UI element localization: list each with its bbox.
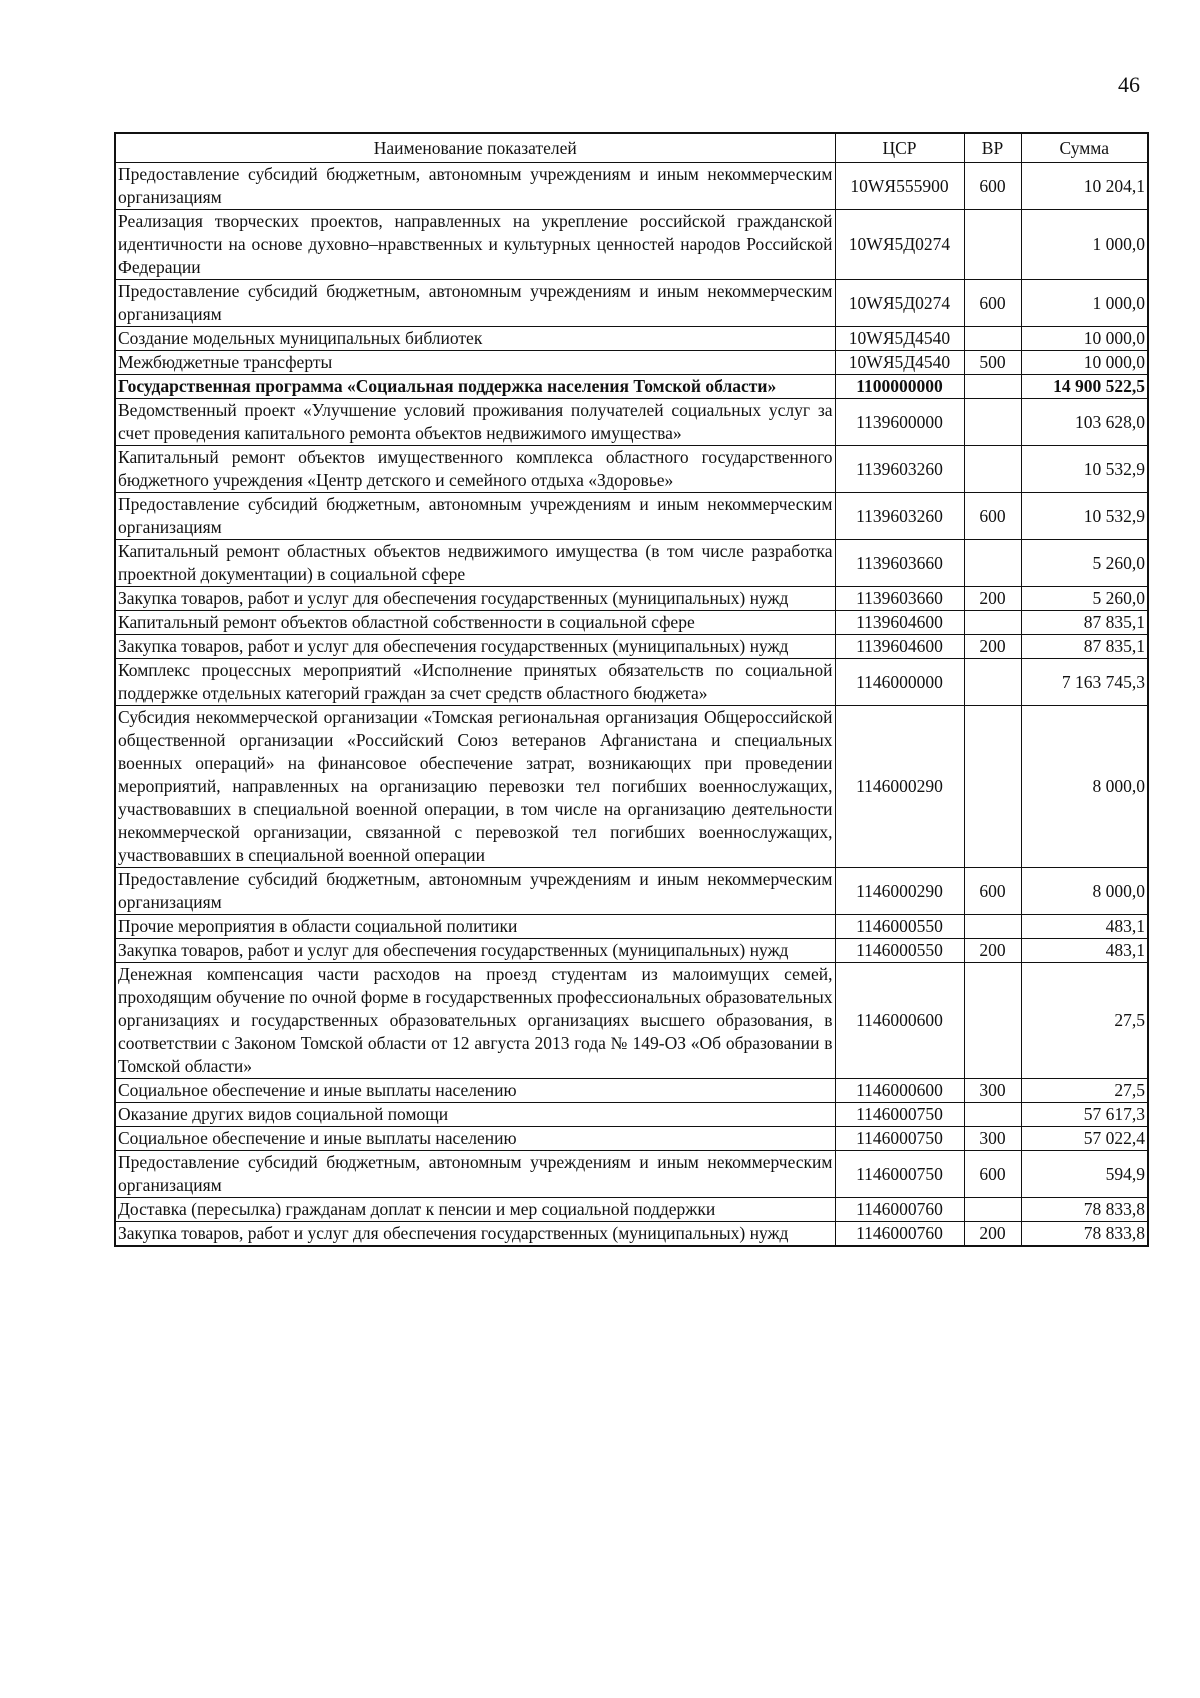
row-vr-cell	[964, 375, 1021, 399]
table-row	[115, 611, 1148, 635]
row-name-cell: Социальное обеспечение и иные выплаты населению	[115, 1079, 835, 1103]
row-name-cell: Предоставление субсидий бюджетным, автономным учреждениям и иным некоммерческим организациям	[115, 280, 835, 327]
table-row	[115, 1222, 1148, 1247]
header-sum: Сумма	[1021, 133, 1148, 163]
row-vr-cell: 300	[964, 1079, 1021, 1103]
row-csr-cell: 10WЯ5Д0274	[835, 280, 964, 327]
row-name-cell: Ведомственный проект «Улучшение условий проживания получателей социальных услуг за счет проведения капитального ремонта объектов недвижимого имущества»	[115, 399, 835, 446]
row-csr-cell: 1100000000	[835, 375, 964, 399]
row-csr-cell: 1146000550	[835, 915, 964, 939]
row-vr-cell	[964, 210, 1021, 280]
row-vr-cell: 500	[964, 351, 1021, 375]
table-row	[115, 635, 1148, 659]
table-row	[115, 280, 1148, 327]
row-csr-cell: 1146000760	[835, 1198, 964, 1222]
row-sum-cell: 1 000,0	[1021, 280, 1148, 327]
table-row	[115, 915, 1148, 939]
row-vr-cell: 200	[964, 587, 1021, 611]
row-csr-cell: 1146000750	[835, 1103, 964, 1127]
row-sum-cell: 10 204,1	[1021, 163, 1148, 210]
row-sum-cell: 594,9	[1021, 1151, 1148, 1198]
row-vr-cell	[964, 659, 1021, 706]
row-csr-cell: 1139603260	[835, 446, 964, 493]
row-name-cell: Предоставление субсидий бюджетным, автономным учреждениям и иным некоммерческим организациям	[115, 163, 835, 210]
table-row	[115, 351, 1148, 375]
table-row	[115, 963, 1148, 1079]
row-vr-cell: 600	[964, 493, 1021, 540]
row-sum-cell: 7 163 745,3	[1021, 659, 1148, 706]
table-row	[115, 1198, 1148, 1222]
row-vr-cell: 600	[964, 280, 1021, 327]
row-name-cell: Денежная компенсация части расходов на проезд студентам из малоимущих семей, проходящим обучение по очной форме в государственных профессиональных образовательных организациях и государственных образовательных организациях высшего образования, в соответствии с Законом Томской области от 12 августа 2013 года № 149-ОЗ «Об образовании в Томской области»	[115, 963, 835, 1079]
row-sum-cell: 78 833,8	[1021, 1198, 1148, 1222]
row-csr-cell: 1139604600	[835, 611, 964, 635]
row-csr-cell: 1146000290	[835, 868, 964, 915]
row-sum-cell: 10 000,0	[1021, 327, 1148, 351]
row-name-cell: Реализация творческих проектов, направленных на укрепление российской гражданской идентичности на основе духовно–нравственных и культурных ценностей народов Российской Федерации	[115, 210, 835, 280]
table-row	[115, 163, 1148, 210]
row-name-cell: Закупка товаров, работ и услуг для обеспечения государственных (муниципальных) нужд	[115, 939, 835, 963]
row-vr-cell	[964, 327, 1021, 351]
row-vr-cell	[964, 706, 1021, 868]
table-row	[115, 1127, 1148, 1151]
budget-table	[114, 132, 1149, 1247]
row-vr-cell	[964, 611, 1021, 635]
row-sum-cell: 14 900 522,5	[1021, 375, 1148, 399]
table-body	[115, 163, 1148, 1247]
row-csr-cell: 1146000290	[835, 706, 964, 868]
row-csr-cell: 1139600000	[835, 399, 964, 446]
row-sum-cell: 78 833,8	[1021, 1222, 1148, 1247]
row-sum-cell: 87 835,1	[1021, 635, 1148, 659]
table-row	[115, 210, 1148, 280]
row-sum-cell: 483,1	[1021, 939, 1148, 963]
row-name-cell: Капитальный ремонт объектов областной собственности в социальной сфере	[115, 611, 835, 635]
row-name-cell: Прочие мероприятия в области социальной политики	[115, 915, 835, 939]
row-csr-cell: 1146000750	[835, 1127, 964, 1151]
row-sum-cell: 87 835,1	[1021, 611, 1148, 635]
row-vr-cell	[964, 399, 1021, 446]
row-vr-cell	[964, 915, 1021, 939]
table-row	[115, 446, 1148, 493]
row-vr-cell: 200	[964, 635, 1021, 659]
row-name-cell: Межбюджетные трансферты	[115, 351, 835, 375]
row-name-cell: Предоставление субсидий бюджетным, автономным учреждениям и иным некоммерческим организациям	[115, 868, 835, 915]
row-sum-cell: 10 532,9	[1021, 446, 1148, 493]
row-name-cell: Предоставление субсидий бюджетным, автономным учреждениям и иным некоммерческим организациям	[115, 1151, 835, 1198]
row-vr-cell	[964, 540, 1021, 587]
row-sum-cell: 5 260,0	[1021, 587, 1148, 611]
table-row	[115, 706, 1148, 868]
row-name-cell: Оказание других видов социальной помощи	[115, 1103, 835, 1127]
table-row	[115, 1079, 1148, 1103]
row-vr-cell	[964, 963, 1021, 1079]
row-name-cell: Закупка товаров, работ и услуг для обеспечения государственных (муниципальных) нужд	[115, 587, 835, 611]
row-sum-cell: 57 022,4	[1021, 1127, 1148, 1151]
row-name-cell: Закупка товаров, работ и услуг для обеспечения государственных (муниципальных) нужд	[115, 635, 835, 659]
page-number: 46	[1118, 72, 1140, 97]
row-sum-cell: 27,5	[1021, 1079, 1148, 1103]
row-sum-cell: 27,5	[1021, 963, 1148, 1079]
table-row	[115, 587, 1148, 611]
row-name-cell: Комплекс процессных мероприятий «Исполнение принятых обязательств по социальной поддержке отдельных категорий граждан за счет средств областного бюджета»	[115, 659, 835, 706]
table-row	[115, 399, 1148, 446]
row-name-cell: Доставка (пересылка) гражданам доплат к пенсии и мер социальной поддержки	[115, 1198, 835, 1222]
row-csr-cell: 10WЯ5Д0274	[835, 210, 964, 280]
row-vr-cell: 200	[964, 1222, 1021, 1247]
row-csr-cell: 1146000760	[835, 1222, 964, 1247]
row-csr-cell: 1146000600	[835, 1079, 964, 1103]
table-row	[115, 327, 1148, 351]
row-sum-cell: 483,1	[1021, 915, 1148, 939]
table-row	[115, 659, 1148, 706]
table-row	[115, 868, 1148, 915]
row-csr-cell: 10WЯ555900	[835, 163, 964, 210]
row-csr-cell: 10WЯ5Д4540	[835, 327, 964, 351]
row-sum-cell: 8 000,0	[1021, 706, 1148, 868]
row-name-cell: Предоставление субсидий бюджетным, автономным учреждениям и иным некоммерческим организациям	[115, 493, 835, 540]
table-row	[115, 493, 1148, 540]
row-csr-cell: 1139603660	[835, 540, 964, 587]
row-sum-cell: 1 000,0	[1021, 210, 1148, 280]
row-vr-cell: 300	[964, 1127, 1021, 1151]
row-csr-cell: 1139603660	[835, 587, 964, 611]
row-vr-cell: 600	[964, 163, 1021, 210]
table-row	[115, 939, 1148, 963]
table-row	[115, 540, 1148, 587]
row-csr-cell: 10WЯ5Д4540	[835, 351, 964, 375]
row-name-cell: Закупка товаров, работ и услуг для обеспечения государственных (муниципальных) нужд	[115, 1222, 835, 1247]
header-vr: ВР	[964, 133, 1021, 163]
row-sum-cell: 10 000,0	[1021, 351, 1148, 375]
row-sum-cell: 10 532,9	[1021, 493, 1148, 540]
row-name-cell: Социальное обеспечение и иные выплаты населению	[115, 1127, 835, 1151]
row-csr-cell: 1139603260	[835, 493, 964, 540]
row-vr-cell	[964, 446, 1021, 493]
row-name-cell: Создание модельных муниципальных библиотек	[115, 327, 835, 351]
row-csr-cell: 1146000550	[835, 939, 964, 963]
row-name-cell: Государственная программа «Социальная поддержка населения Томской области»	[115, 375, 835, 399]
row-csr-cell: 1146000000	[835, 659, 964, 706]
row-name-cell: Субсидия некоммерческой организации «Томская региональная организация Общероссийской общественной организации «Российский Союз ветеранов Афганистана и специальных военных операций» на финансовое обеспечение затрат, возникающих при проведении мероприятий, направленных на организацию перевозки тел погибших военнослужащих, участвовавших в специальной военной операции, в том числе на организацию деятельности некоммерческой организации, связанной с перевозкой тел погибших военнослужащих, участвовавших в специальной военной операции	[115, 706, 835, 868]
row-vr-cell	[964, 1198, 1021, 1222]
row-csr-cell: 1146000600	[835, 963, 964, 1079]
table-row	[115, 1103, 1148, 1127]
row-sum-cell: 5 260,0	[1021, 540, 1148, 587]
header-csr: ЦСР	[835, 133, 964, 163]
row-vr-cell: 600	[964, 868, 1021, 915]
table-row	[115, 375, 1148, 399]
row-vr-cell: 200	[964, 939, 1021, 963]
row-name-cell: Капитальный ремонт объектов имущественного комплекса областного государственного бюджетного учреждения «Центр детского и семейного отдыха «Здоровье»	[115, 446, 835, 493]
row-csr-cell: 1139604600	[835, 635, 964, 659]
table-header-row	[115, 133, 1148, 163]
row-name-cell: Капитальный ремонт областных объектов недвижимого имущества (в том числе разработка проектной документации) в социальной сфере	[115, 540, 835, 587]
row-vr-cell	[964, 1103, 1021, 1127]
row-csr-cell: 1146000750	[835, 1151, 964, 1198]
row-sum-cell: 57 617,3	[1021, 1103, 1148, 1127]
row-sum-cell: 103 628,0	[1021, 399, 1148, 446]
table-row	[115, 1151, 1148, 1198]
row-vr-cell: 600	[964, 1151, 1021, 1198]
header-name: Наименование показателей	[115, 133, 835, 163]
row-sum-cell: 8 000,0	[1021, 868, 1148, 915]
